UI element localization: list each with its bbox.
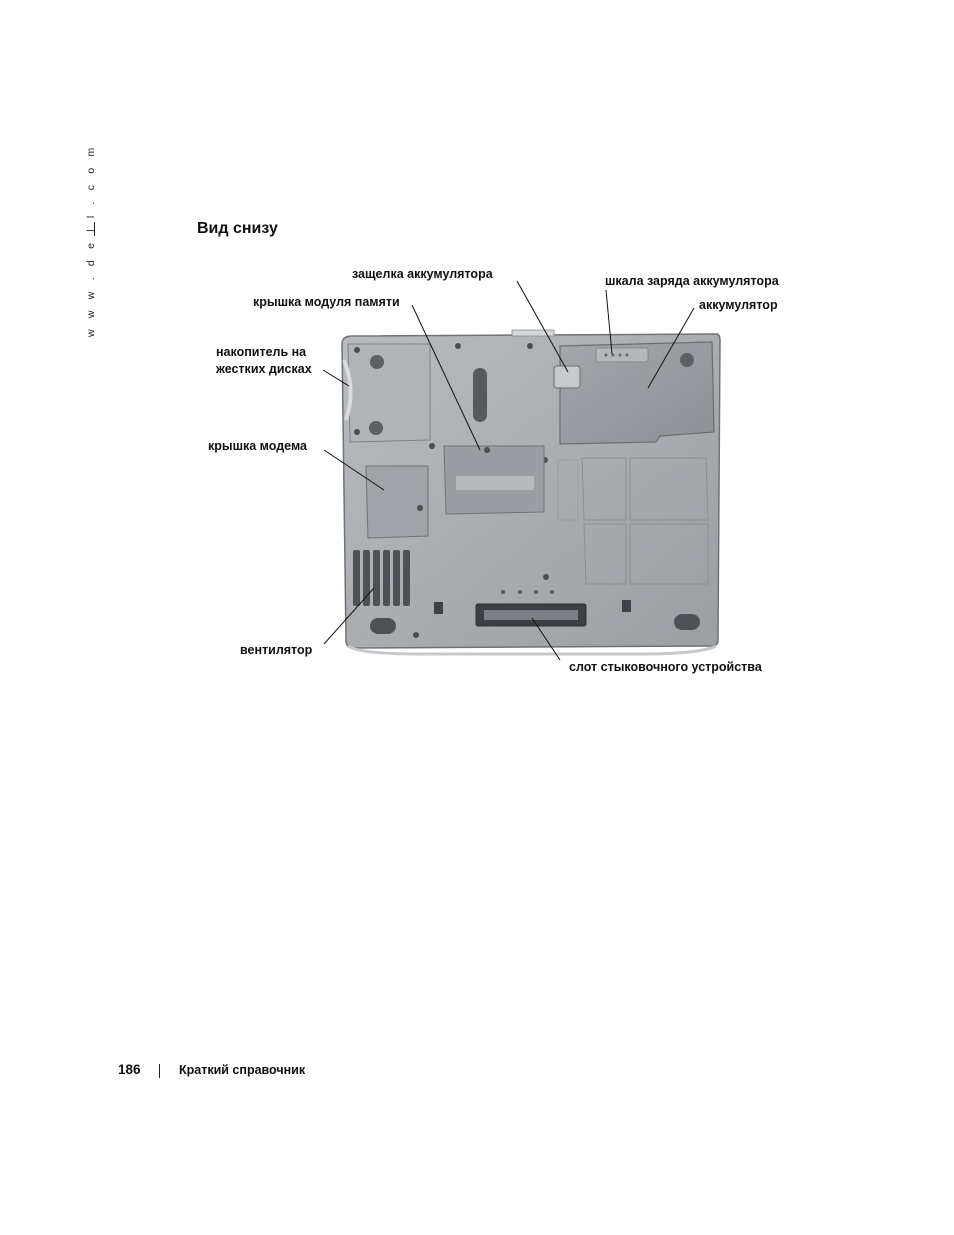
callout-hdd-line1: накопитель на bbox=[216, 345, 307, 359]
screw-hdd-top bbox=[370, 355, 384, 369]
side-url-text: w w w . d e l l . c o m bbox=[85, 143, 97, 337]
memory-cover-screw bbox=[484, 447, 490, 453]
foot-left bbox=[370, 618, 396, 634]
callout-memory-cover: крышка модуля памяти bbox=[253, 295, 400, 309]
screw-small-2 bbox=[354, 429, 360, 435]
screw-small-7 bbox=[543, 574, 549, 580]
footer-divider bbox=[159, 1064, 160, 1078]
dock-led-2 bbox=[518, 590, 522, 594]
footer-title: Краткий справочник bbox=[179, 1063, 306, 1077]
gauge-led-3 bbox=[619, 354, 622, 357]
screw-small-8 bbox=[413, 632, 419, 638]
screw-small-4 bbox=[527, 343, 533, 349]
memory-cover-label bbox=[456, 476, 534, 490]
callout-battery-latch: защелка аккумулятора bbox=[352, 267, 493, 281]
callout-battery: аккумулятор bbox=[699, 298, 778, 312]
screw-small-1 bbox=[354, 347, 360, 353]
clip-right bbox=[622, 600, 631, 612]
modem-cover bbox=[366, 466, 428, 538]
hard-drive-bay bbox=[348, 344, 430, 442]
callout-hdd-line2: жестких дисках bbox=[216, 362, 312, 376]
screw-small-5 bbox=[429, 443, 435, 449]
charge-gauge bbox=[596, 348, 648, 362]
dock-led-3 bbox=[534, 590, 538, 594]
callout-docking-slot: слот стыковочного устройства bbox=[569, 660, 762, 674]
page-number: 186 bbox=[118, 1062, 141, 1077]
callout-modem-cover: крышка модема bbox=[208, 439, 307, 453]
screw-hdd-bottom bbox=[369, 421, 383, 435]
callout-charge-gauge: шкала заряда аккумулятора bbox=[605, 274, 779, 288]
screw-small-3 bbox=[455, 343, 461, 349]
foot-right bbox=[674, 614, 700, 630]
dock-led-1 bbox=[501, 590, 505, 594]
center-foot bbox=[473, 368, 487, 422]
docking-slot-pins bbox=[484, 610, 578, 620]
modem-cover-screw bbox=[417, 505, 423, 511]
screw-battery bbox=[680, 353, 694, 367]
gauge-led-4 bbox=[626, 354, 629, 357]
section-title: Вид снизу bbox=[197, 220, 278, 237]
clip-left bbox=[434, 602, 443, 614]
gauge-led-1 bbox=[605, 354, 608, 357]
dock-led-4 bbox=[550, 590, 554, 594]
callout-fan: вентилятор bbox=[240, 643, 313, 657]
